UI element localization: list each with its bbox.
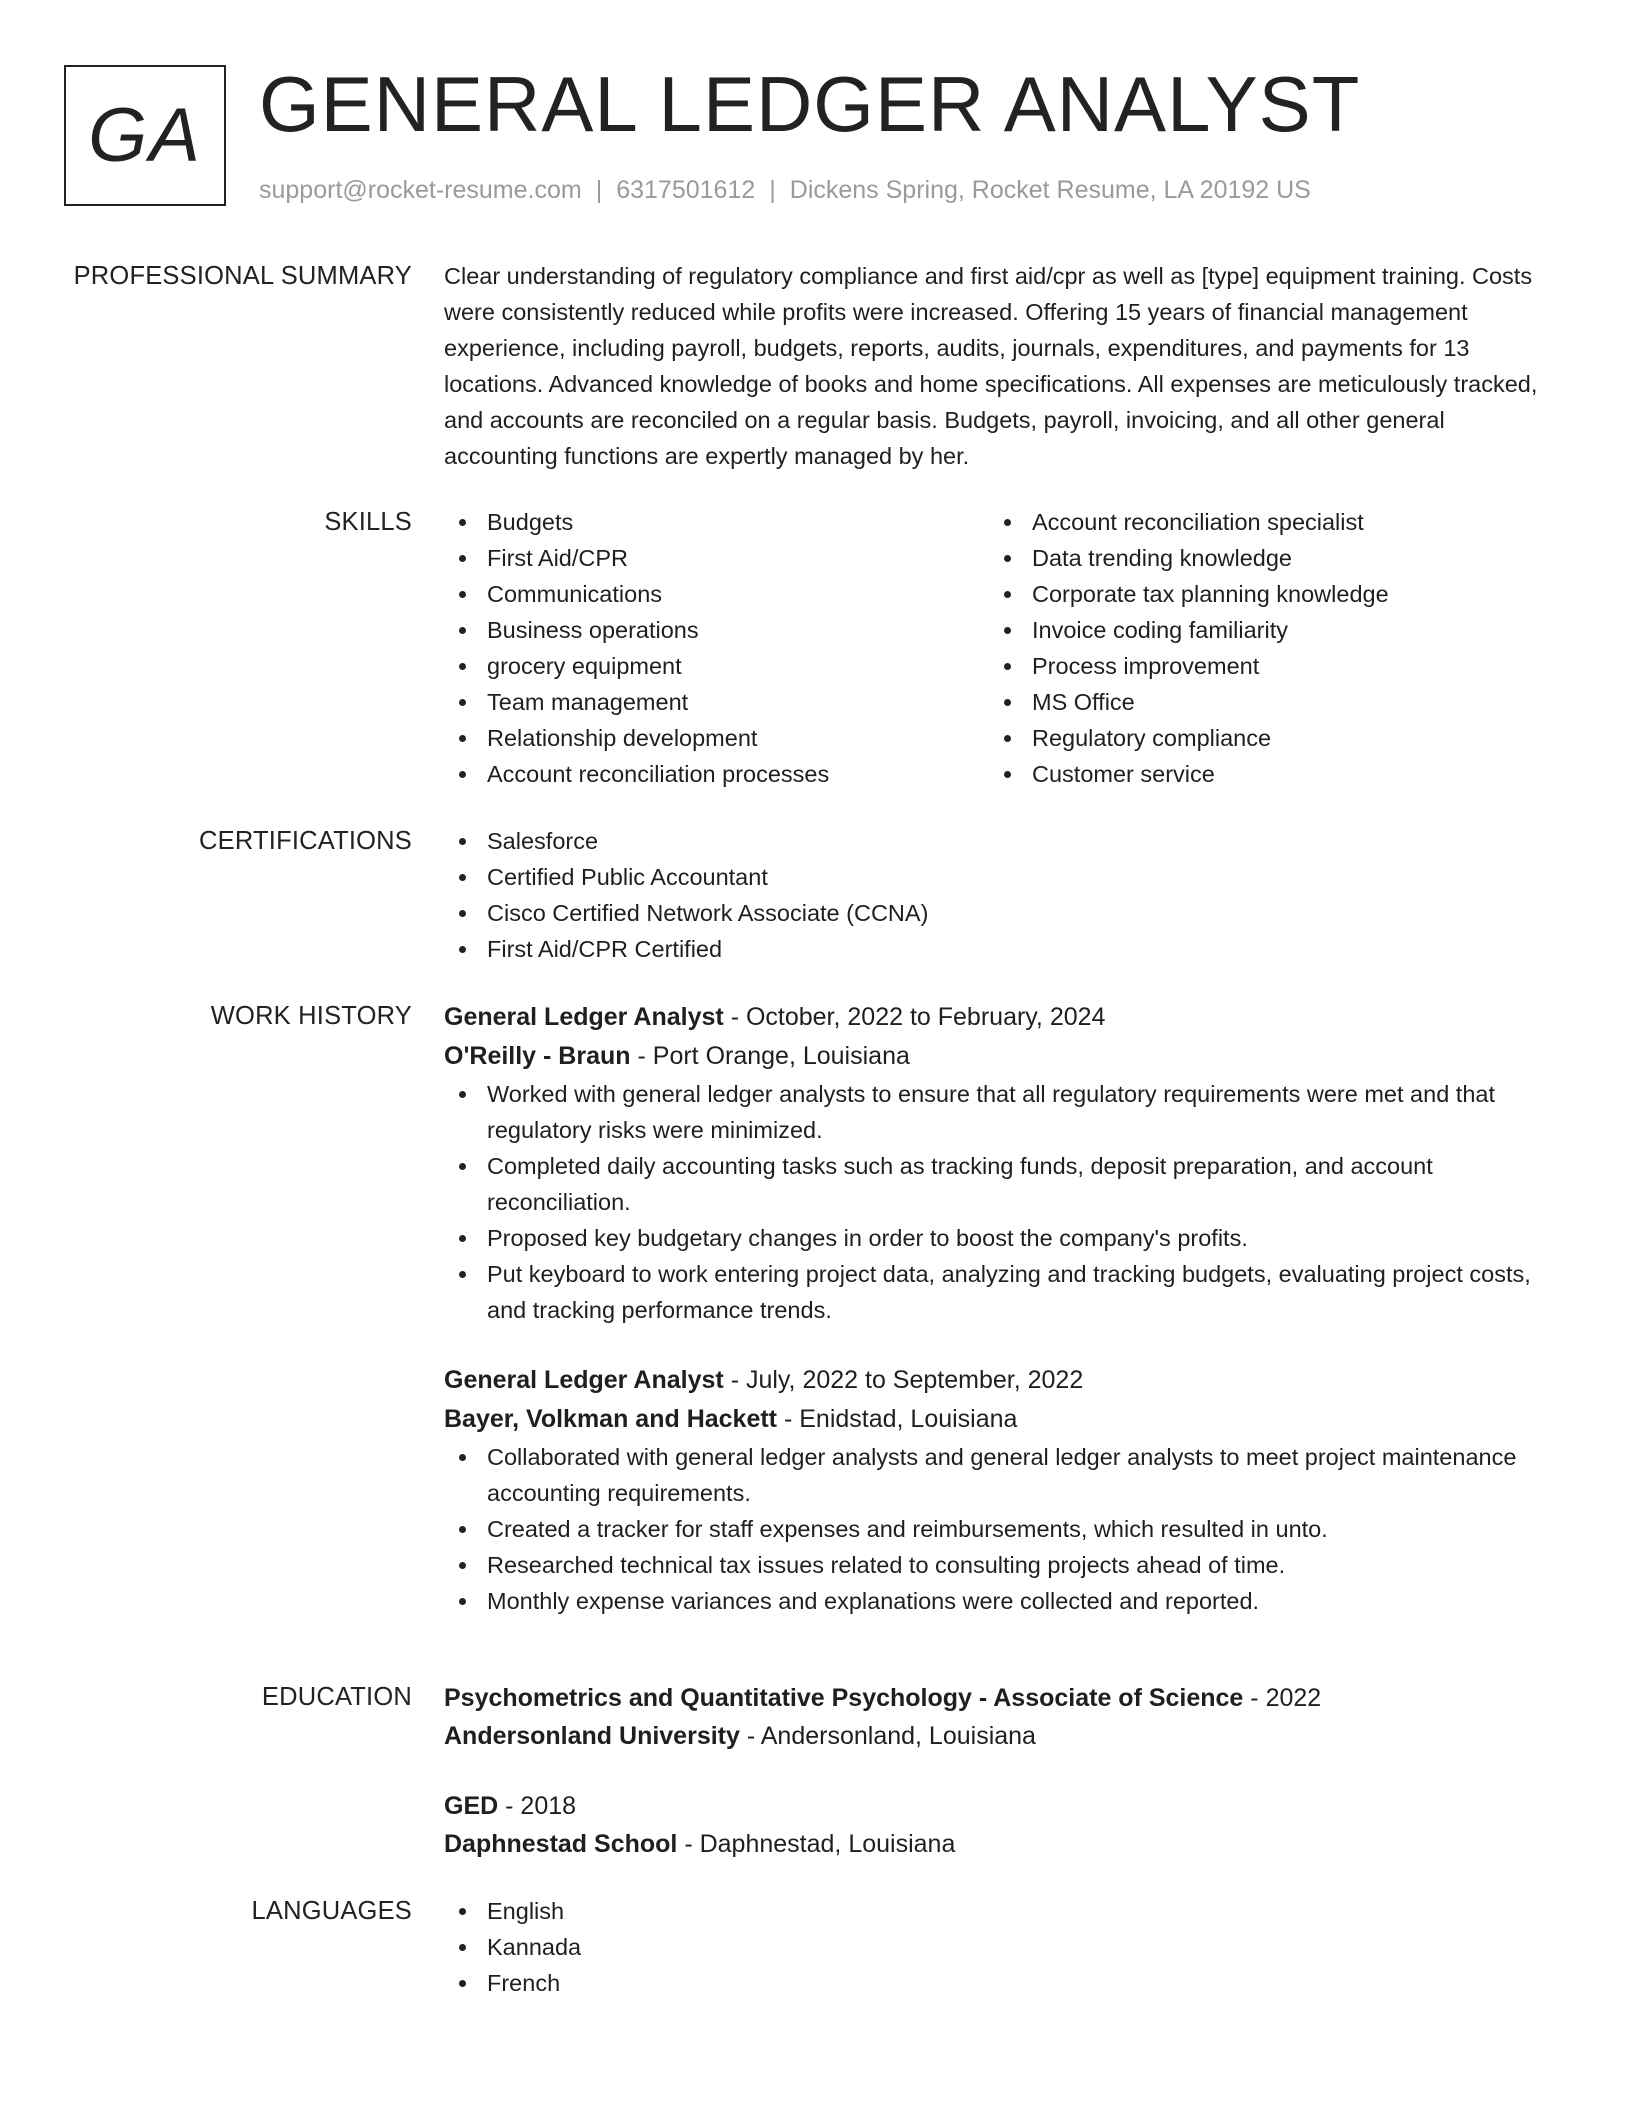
work-history-label: WORK HISTORY: [210, 1002, 412, 1030]
skill-item: Process improvement: [989, 648, 1534, 684]
certification-item: Cisco Certified Network Associate (CCNA): [444, 895, 1554, 931]
job-company-line: [444, 1037, 1554, 1076]
education-label: EDUCATION: [261, 1683, 412, 1711]
skill-item: Business operations: [444, 612, 989, 648]
job-location: - Port Orange, Louisiana: [637, 1042, 910, 1070]
job-bullet: Created a tracker for staff expenses and reimbursements, which resulted in unto.: [444, 1511, 1554, 1547]
job-dates: - October, 2022 to February, 2024: [730, 1003, 1106, 1031]
language-item: English: [444, 1893, 1554, 1929]
job-entry: [444, 1361, 1554, 1619]
skill-item: grocery equipment: [444, 648, 989, 684]
languages-body: [444, 1893, 1554, 2001]
education-school: Daphnestad School: [444, 1830, 678, 1858]
certifications-label: CERTIFICATIONS: [199, 827, 412, 855]
job-bullet: Worked with general ledger analysts to ensure that all regulatory requirements were met and that regulatory risks were minimized.: [444, 1076, 1554, 1148]
job-bullet: Monthly expense variances and explanations were collected and reported.: [444, 1583, 1554, 1619]
certification-item: Certified Public Accountant: [444, 859, 1554, 895]
job-company-line: [444, 1400, 1554, 1439]
job-title: General Ledger Analyst: [444, 1366, 724, 1394]
skill-item: Customer service: [989, 756, 1534, 792]
skill-item: First Aid/CPR: [444, 540, 989, 576]
job-bullets: [444, 1076, 1554, 1328]
languages-label: LANGUAGES: [251, 1897, 412, 1925]
spacer: [444, 1755, 1554, 1787]
summary-body: [444, 258, 1554, 474]
job-title-line: [444, 1361, 1554, 1400]
certification-item: First Aid/CPR Certified: [444, 931, 1554, 967]
education-degree: Psychometrics and Quantitative Psychology - Associate of Science: [444, 1684, 1244, 1712]
certifications-body: [444, 823, 1554, 967]
skills-list-right: [989, 504, 1534, 792]
contact-address: Dickens Spring, Rocket Resume, LA 20192 US: [789, 176, 1311, 204]
skill-item: Communications: [444, 576, 989, 612]
education-entry: [444, 1787, 1554, 1863]
contact-phone[interactable]: 6317501612: [616, 176, 756, 204]
skill-item: MS Office: [989, 684, 1534, 720]
job-bullet: Collaborated with general ledger analysts and general ledger analysts to meet project maintenance accounting requirements.: [444, 1439, 1554, 1511]
contact-line: [259, 172, 1311, 208]
skills-grid: [444, 504, 1554, 792]
education-degree-line: [444, 1679, 1554, 1717]
education-degree-line: [444, 1787, 1554, 1825]
certification-item: Salesforce: [444, 823, 1554, 859]
education-degree: GED: [444, 1792, 499, 1820]
skill-item: Team management: [444, 684, 989, 720]
skill-item: Regulatory compliance: [989, 720, 1534, 756]
contact-separator: |: [769, 176, 776, 204]
skill-item: Invoice coding familiarity: [989, 612, 1534, 648]
skills-label: SKILLS: [324, 508, 412, 536]
job-location: - Enidstad, Louisiana: [783, 1405, 1018, 1433]
education-school: Andersonland University: [444, 1722, 740, 1750]
contact-separator: |: [595, 176, 603, 204]
job-title: General Ledger Analyst: [444, 1003, 724, 1031]
languages-list: [444, 1893, 1554, 2001]
summary-text: Clear understanding of regulatory compliance and first aid/cpr as well as [type] equipment training. Costs were consistently reduced while profits were increased. Offering 15 years of financial management experience, including payroll, budgets, reports, audits, journals, expenditures, and payments for 13 locations. Advanced knowledge of books and home specifications. All expenses are meticulously tracked, and accounts are reconciled on a regular basis. Budgets, payroll, invoicing, and all other general accounting functions are expertly managed by her.: [444, 263, 1538, 469]
job-company: O'Reilly - Braun: [444, 1042, 631, 1070]
language-item: French: [444, 1965, 1554, 2001]
job-bullets: [444, 1439, 1554, 1619]
resume-title: GENERAL LEDGER ANALYST: [259, 60, 1361, 148]
job-title-line: [444, 998, 1554, 1037]
skill-item: Relationship development: [444, 720, 989, 756]
language-item: Kannada: [444, 1929, 1554, 1965]
skill-item: Account reconciliation processes: [444, 756, 989, 792]
skill-item: Corporate tax planning knowledge: [989, 576, 1534, 612]
job-bullet: Researched technical tax issues related to consulting projects ahead of time.: [444, 1547, 1554, 1583]
education-year: - 2018: [505, 1792, 577, 1820]
job-bullet: Completed daily accounting tasks such as tracking funds, deposit preparation, and account reconciliation.: [444, 1148, 1554, 1220]
education-body: [444, 1679, 1554, 1863]
skills-list-left: [444, 504, 989, 792]
spacer: [444, 1328, 1554, 1361]
education-location: - Andersonland, Louisiana: [746, 1722, 1036, 1750]
certifications-list: [444, 823, 1554, 967]
job-bullet: Proposed key budgetary changes in order to boost the company's profits.: [444, 1220, 1554, 1256]
contact-email[interactable]: support@rocket-resume.com: [259, 176, 582, 204]
job-entry: [444, 998, 1554, 1328]
education-year: - 2022: [1250, 1684, 1322, 1712]
job-dates: - July, 2022 to September, 2022: [730, 1366, 1084, 1394]
skill-item: Budgets: [444, 504, 989, 540]
monogram-logo: GA: [64, 65, 226, 206]
work-history-body: [444, 998, 1554, 1619]
education-entry: [444, 1679, 1554, 1755]
summary-label: PROFESSIONAL SUMMARY: [73, 262, 412, 290]
job-bullet: Put keyboard to work entering project data, analyzing and tracking budgets, evaluating project costs, and tracking performance trends.: [444, 1256, 1554, 1328]
education-school-line: [444, 1825, 1554, 1863]
education-school-line: [444, 1717, 1554, 1755]
job-company: Bayer, Volkman and Hackett: [444, 1405, 778, 1433]
education-location: - Daphnestad, Louisiana: [684, 1830, 956, 1858]
skill-item: Account reconciliation specialist: [989, 504, 1534, 540]
skill-item: Data trending knowledge: [989, 540, 1534, 576]
